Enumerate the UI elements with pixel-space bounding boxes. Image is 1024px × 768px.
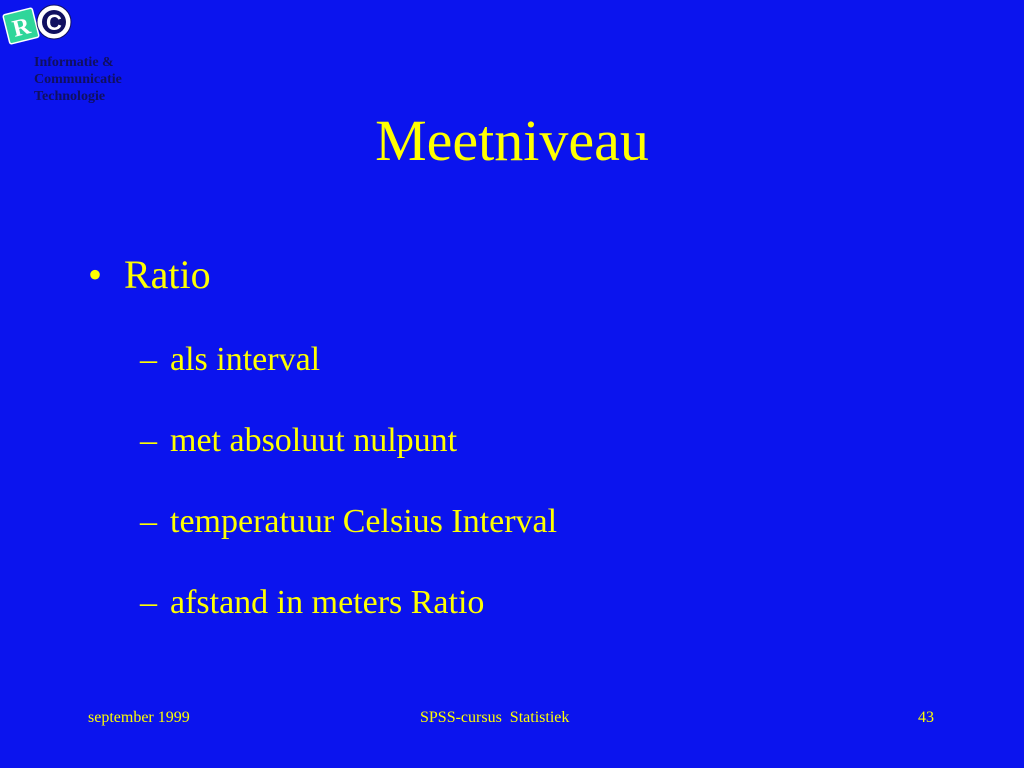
- org-line-2: Communicatie: [34, 72, 122, 87]
- logo-letter-r: R: [9, 13, 34, 43]
- sub-bullet-item: [140, 583, 484, 623]
- bullet-item-ratio: [88, 250, 211, 300]
- sub-bullet-text: afstand in meters Ratio: [170, 584, 485, 621]
- organization-name: [34, 54, 122, 105]
- sub-bullet-item: [140, 340, 320, 380]
- sub-bullet-item: [140, 502, 557, 542]
- sub-bullet-text: als interval: [170, 341, 321, 378]
- rc-logo: [2, 2, 76, 50]
- footer-course: SPSS-cursus Statistiek: [420, 709, 570, 726]
- footer-page-number: 43: [918, 709, 934, 726]
- sub-bullet-dash: –: [140, 503, 157, 540]
- footer-date: september 1999: [88, 709, 190, 726]
- sub-bullet-dash: –: [140, 584, 157, 621]
- slide-title: Meetniveau: [375, 108, 649, 173]
- logo-letter-c: C: [46, 10, 62, 35]
- rc-logo-graphic: [2, 2, 76, 50]
- sub-bullet-item: [140, 421, 457, 461]
- sub-bullet-text: temperatuur Celsius Interval: [170, 503, 558, 540]
- sub-bullet-text: met absoluut nulpunt: [170, 422, 458, 459]
- bullet-label: Ratio: [124, 252, 211, 297]
- org-line-1: Informatie &: [34, 55, 114, 70]
- bullet-symbol: •: [88, 252, 103, 297]
- sub-bullet-dash: –: [140, 422, 157, 459]
- sub-bullet-dash: –: [140, 341, 157, 378]
- org-line-3: Technologie: [34, 89, 106, 104]
